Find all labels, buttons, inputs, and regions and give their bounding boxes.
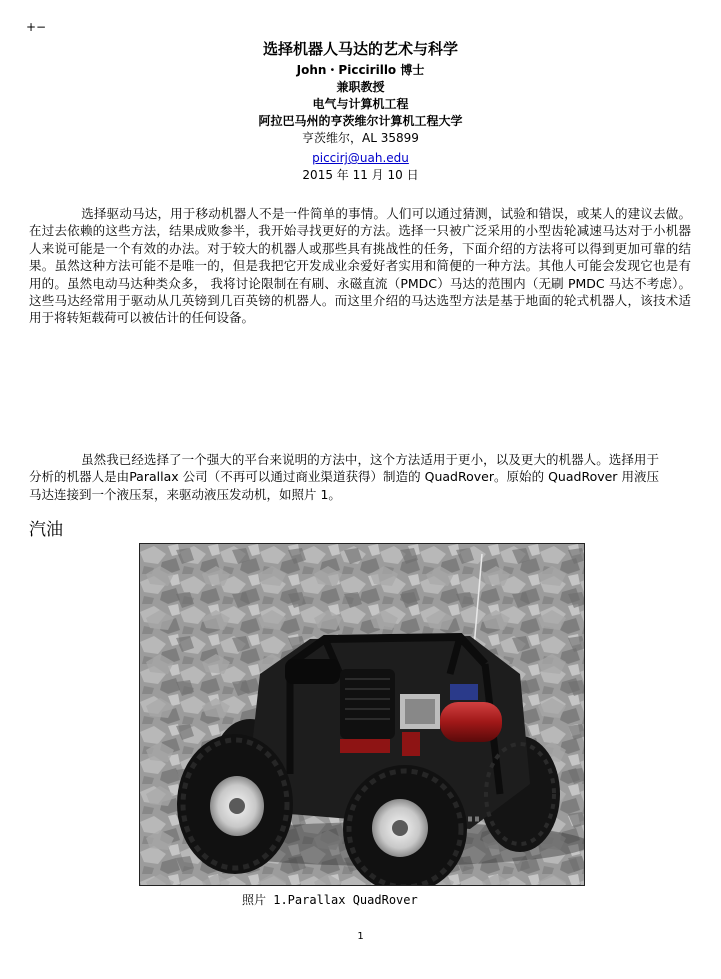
paragraph-intro — [29, 205, 691, 327]
paragraph-intro-text: 选择驱动马达，用于移动机器人不是一件简单的事情。人们可以通过猜测，试验和错误，或某人的建议去做。在过去依赖的这些方法，结果成败参半，我开始寻找更好的方法。选择一只被广泛采用的小型齿轮减速马达对于小机器人来说可能是一个有效的办法。对于较大的机器人或那些具有挑战性的任务，下面介绍的方法将可以得到更加可靠的结果。虽然这种方法可能不是唯一的，但是我把它开发成业余爱好者实用和简便的一种方法。其他人可能会发现它也是有用的。虽然电动马达种类众多， 我将讨论限制在有刷、永磁直流（PMDC）马达的范围内（无刷 PMDC 马达不考虑）。这些马达经常用于驱动从几英镑到几百英镑的机器人。而这里介绍的马达选型方法是基于地面的轮式机器人，该技术适用于将转矩载荷可以被估计的任何设备。 — [29, 206, 691, 326]
anchor-mark: +− — [26, 20, 47, 34]
quadrover-photo — [139, 543, 585, 886]
author-line: John・Piccirillo 博士 — [296, 63, 425, 77]
author-email-link[interactable]: piccirj@uah.edu — [312, 151, 409, 165]
page-number: 1 — [357, 931, 364, 942]
paragraph-platform-text: 虽然我已经选择了一个强大的平台来说明的方法中，这个方法适用于更小，以及更大的机器人。选择用于分析的机器人是由Parallax 公司（不再可以通过商业渠道获得）制造的 QuadRover。原始的 QuadRover 用液压马达连接到一个液压泵，来驱动液压发动机，如照片 1。 — [29, 452, 659, 502]
author-role: 兼职教授 — [336, 80, 385, 94]
paragraph-platform — [29, 451, 659, 503]
author-department: 电气与计算机工程 — [312, 97, 409, 111]
section-heading: 汽油 — [29, 520, 63, 540]
document-date: 2015 年 11 月 10 日 — [302, 168, 419, 182]
figure-caption: 照片 1.Parallax QuadRover — [242, 893, 418, 907]
author-city: 亨茨维尔，AL 35899 — [302, 131, 419, 145]
author-university: 阿拉巴马州的亨茨维尔计算机工程大学 — [258, 114, 463, 128]
document-title: 选择机器人马达的艺术与科学 — [262, 40, 458, 58]
